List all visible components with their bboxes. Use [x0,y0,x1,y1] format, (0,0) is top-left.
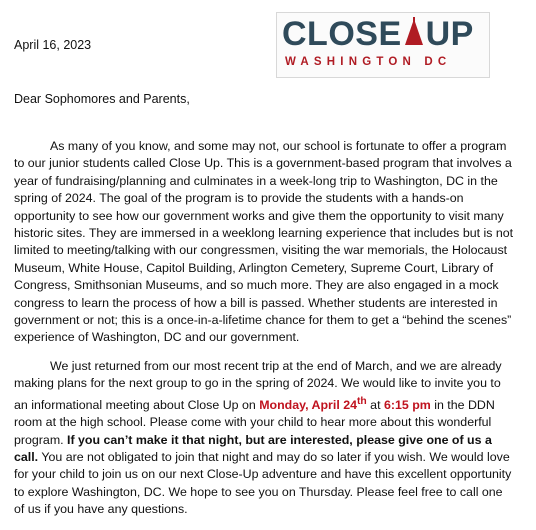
letter-date: April 16, 2023 [14,38,92,52]
invite-text-2: at [366,397,384,412]
meeting-time: 6:15 pm [383,397,431,412]
meeting-day-suffix: th [356,395,367,407]
invite-text-1: We just returned from our most recent trip at the end of March, and we are already making plans for the next group to go in the spring of 2024. We would like to invite you to an informational meeting about Close Up on [14,358,502,412]
salutation: Dear Sophomores and Parents, [14,92,190,106]
call-us-note: If you can’t make it that night, but are interested, please give one of us a call. [14,432,492,465]
logo-text-up: UP [425,15,474,53]
invite-text-4: You are not obligated to join that night and may do so later if you wish. We would love for your child to join us on our next Close-Up adventure and have this excellent opportunity to explore Washington, DC. We hope to see you on Thursday. Please feel free to call one of us if you have any questions. [14,450,512,517]
logo-wordmark [282,15,474,53]
capitol-dome-icon [402,17,426,47]
letter-body [14,138,514,530]
meeting-day [259,395,367,412]
logo-subtitle: WASHINGTON DC [285,56,452,68]
logo-text-close: CLOSE [282,15,402,53]
paragraph-program-intro: As many of you know, and some may not, our school is fortunate to offer a program to our junior students called Close Up. This is a government-based program that involves a year of fundraising/planning and culminates in a week-long trip to Washington, DC in the spring of 2024. The goal of the program is to provide the students with a hands-on opportunity to see how our government works and give them the opportunity to visit many historic sites. They are immersed in a weeklong learning experience that includes but is not limited to meeting/talking with our congressmen, visiting the war memorials, the Holocaust Museum, White House, Capitol Building, Arlington Cemetery, Supreme Court, Library of Congress, Smithsonian Museums, and so much more. They are also engaged in a mock congress to learn the process of how a bill is passed. Whether students are interested in government or not; this is a once-in-a-lifetime chance for them to get a “behind the scenes” experience of Washington, DC and our government. [14,139,514,345]
invite-text-3: in the DDN room at the high school. Please come with your child to hear more about this wonderful program. [14,397,495,447]
paragraph-meeting-invite [14,358,514,519]
meeting-day-text: Monday, April 24 [259,397,357,412]
close-up-logo [276,12,490,78]
